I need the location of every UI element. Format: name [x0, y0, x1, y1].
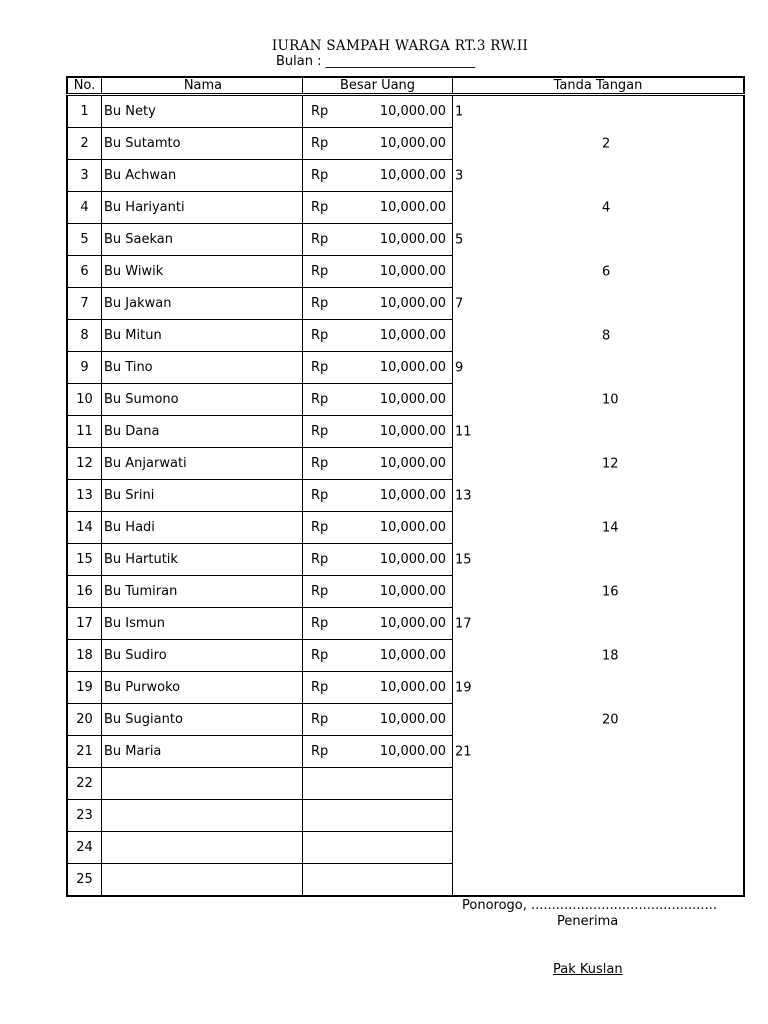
table-row: [67, 480, 744, 512]
row-number: 18: [67, 640, 102, 672]
row-currency: Rp: [303, 128, 347, 160]
row-signature-cell: [453, 352, 745, 384]
row-currency: [303, 800, 347, 832]
receiver-name: Pak Kuslan: [553, 962, 623, 977]
signature-slot-number: 14: [602, 520, 619, 535]
row-number: 21: [67, 736, 102, 768]
row-currency: Rp: [303, 576, 347, 608]
row-number: 11: [67, 416, 102, 448]
row-number: 16: [67, 576, 102, 608]
row-amount: 10,000.00: [346, 448, 453, 480]
row-signature-cell: [453, 640, 745, 672]
table-row: [67, 864, 744, 897]
row-currency: Rp: [303, 512, 347, 544]
signature-slot-number: 5: [455, 232, 464, 247]
row-name: Bu Hariyanti: [102, 192, 303, 224]
row-currency: Rp: [303, 704, 347, 736]
row-signature-cell: [453, 320, 745, 352]
row-currency: Rp: [303, 448, 347, 480]
signature-slot-number: 3: [455, 168, 464, 183]
signature-slot-number: 6: [602, 264, 611, 279]
row-name: Bu Anjarwati: [102, 448, 303, 480]
signature-slot-number: 15: [455, 552, 472, 567]
row-currency: [303, 768, 347, 800]
row-amount: 10,000.00: [346, 704, 453, 736]
row-currency: [303, 832, 347, 864]
row-amount: 10,000.00: [346, 512, 453, 544]
row-currency: Rp: [303, 672, 347, 704]
row-number: 2: [67, 128, 102, 160]
row-name: [102, 832, 303, 864]
row-number: 8: [67, 320, 102, 352]
row-signature-cell: [453, 608, 745, 640]
row-signature-cell: [453, 704, 745, 736]
row-amount: 10,000.00: [346, 320, 453, 352]
signature-slot-number: 1: [455, 104, 464, 120]
row-amount: [346, 768, 453, 800]
table-row: [67, 576, 744, 608]
row-currency: Rp: [303, 544, 347, 576]
row-name: [102, 768, 303, 800]
row-amount: 10,000.00: [346, 576, 453, 608]
row-currency: Rp: [303, 416, 347, 448]
row-name: Bu Sugianto: [102, 704, 303, 736]
row-name: Bu Mitun: [102, 320, 303, 352]
signature-slot-number: 7: [455, 296, 464, 311]
table-row: [67, 448, 744, 480]
row-signature-cell: [453, 256, 745, 288]
signature-slot-number: 10: [602, 392, 619, 407]
row-number: 13: [67, 480, 102, 512]
table-row: [67, 320, 744, 352]
table-row: [67, 160, 744, 192]
row-amount: 10,000.00: [346, 224, 453, 256]
signature-slot-number: 9: [455, 360, 464, 375]
row-currency: Rp: [303, 95, 347, 128]
row-signature-cell: [453, 192, 745, 224]
row-amount: [346, 800, 453, 832]
row-amount: [346, 832, 453, 864]
row-amount: 10,000.00: [346, 384, 453, 416]
row-name: Bu Saekan: [102, 224, 303, 256]
row-name: Bu Dana: [102, 416, 303, 448]
row-amount: 10,000.00: [346, 608, 453, 640]
table-row: [67, 95, 744, 128]
header-tanda-tangan: Tanda Tangan: [453, 77, 745, 95]
row-currency: Rp: [303, 736, 347, 768]
row-amount: 10,000.00: [346, 736, 453, 768]
row-amount: 10,000.00: [346, 256, 453, 288]
receiver-label: Penerima: [557, 914, 619, 929]
row-number: 9: [67, 352, 102, 384]
table-row: [67, 832, 744, 864]
table-row: [67, 768, 744, 800]
table-row: [67, 416, 744, 448]
signature-slot-number: 20: [602, 712, 619, 727]
row-name: Bu Jakwan: [102, 288, 303, 320]
signature-slot-number: 11: [455, 424, 472, 439]
row-name: Bu Ismun: [102, 608, 303, 640]
row-signature-cell: [453, 480, 745, 512]
signature-slot-number: 4: [602, 200, 611, 215]
payment-table: [66, 76, 745, 897]
row-name: Bu Sudiro: [102, 640, 303, 672]
row-number: 24: [67, 832, 102, 864]
row-number: 23: [67, 800, 102, 832]
row-amount: 10,000.00: [346, 192, 453, 224]
row-number: 10: [67, 384, 102, 416]
table-row: [67, 736, 744, 768]
row-amount: 10,000.00: [346, 95, 453, 128]
row-signature-cell: [453, 160, 745, 192]
row-amount: 10,000.00: [346, 160, 453, 192]
table-row: [67, 672, 744, 704]
header-no: No.: [67, 77, 102, 95]
signature-slot-number: 19: [455, 680, 472, 695]
row-signature-cell: [453, 832, 745, 864]
row-signature-cell: [453, 416, 745, 448]
row-amount: 10,000.00: [346, 128, 453, 160]
place-date-line: Ponorogo, .............................................: [462, 898, 717, 913]
table-row: [67, 288, 744, 320]
row-currency: Rp: [303, 352, 347, 384]
table-row: [67, 224, 744, 256]
row-signature-cell: [453, 288, 745, 320]
row-currency: Rp: [303, 224, 347, 256]
document-title: IURAN SAMPAH WARGA RT.3 RW.II: [271, 38, 529, 54]
table-row: [67, 384, 744, 416]
row-signature-cell: [453, 864, 745, 897]
table-body: [67, 95, 744, 897]
signature-slot-number: 16: [602, 584, 619, 599]
row-currency: Rp: [303, 480, 347, 512]
row-signature-cell: [453, 512, 745, 544]
row-amount: [346, 864, 453, 897]
row-signature-cell: [453, 800, 745, 832]
row-number: 17: [67, 608, 102, 640]
row-name: Bu Purwoko: [102, 672, 303, 704]
row-name: Bu Srini: [102, 480, 303, 512]
row-currency: Rp: [303, 608, 347, 640]
row-signature-cell: [453, 768, 745, 800]
row-signature-cell: [453, 95, 745, 128]
table-row: [67, 640, 744, 672]
row-name: Bu Tumiran: [102, 576, 303, 608]
row-currency: [303, 864, 347, 897]
row-amount: 10,000.00: [346, 544, 453, 576]
table-row: [67, 128, 744, 160]
row-signature-cell: [453, 384, 745, 416]
row-signature-cell: [453, 576, 745, 608]
row-amount: 10,000.00: [346, 352, 453, 384]
row-amount: 10,000.00: [346, 640, 453, 672]
row-currency: Rp: [303, 288, 347, 320]
row-signature-cell: [453, 736, 745, 768]
row-name: Bu Sutamto: [102, 128, 303, 160]
row-name: Bu Maria: [102, 736, 303, 768]
row-name: Bu Tino: [102, 352, 303, 384]
row-currency: Rp: [303, 384, 347, 416]
row-amount: 10,000.00: [346, 480, 453, 512]
table-row: [67, 192, 744, 224]
table-row: [67, 704, 744, 736]
row-signature-cell: [453, 672, 745, 704]
row-currency: Rp: [303, 160, 347, 192]
row-name: Bu Sumono: [102, 384, 303, 416]
row-number: 12: [67, 448, 102, 480]
table-row: [67, 352, 744, 384]
row-currency: Rp: [303, 256, 347, 288]
row-number: 1: [67, 95, 102, 128]
row-number: 3: [67, 160, 102, 192]
row-signature-cell: [453, 544, 745, 576]
row-number: 5: [67, 224, 102, 256]
table-row: [67, 512, 744, 544]
row-name: Bu Wiwik: [102, 256, 303, 288]
row-number: 19: [67, 672, 102, 704]
month-field-label: Bulan : _______________________: [276, 54, 476, 69]
table-row: [67, 608, 744, 640]
signature-slot-number: 13: [455, 488, 472, 503]
row-number: 6: [67, 256, 102, 288]
header-besar-uang: Besar Uang: [303, 77, 453, 95]
signature-slot-number: 12: [602, 456, 619, 471]
row-currency: Rp: [303, 192, 347, 224]
row-signature-cell: [453, 224, 745, 256]
row-number: 14: [67, 512, 102, 544]
row-name: [102, 864, 303, 897]
row-signature-cell: [453, 448, 745, 480]
table-row: [67, 800, 744, 832]
row-amount: 10,000.00: [346, 416, 453, 448]
row-signature-cell: [453, 128, 745, 160]
header-nama: Nama: [102, 77, 303, 95]
signature-slot-number: 21: [455, 744, 472, 759]
signature-slot-number: 2: [602, 136, 611, 151]
row-name: [102, 800, 303, 832]
row-number: 20: [67, 704, 102, 736]
row-currency: Rp: [303, 320, 347, 352]
signature-slot-number: 17: [455, 616, 472, 631]
table-row: [67, 256, 744, 288]
row-name: Bu Achwan: [102, 160, 303, 192]
row-number: 22: [67, 768, 102, 800]
row-number: 4: [67, 192, 102, 224]
row-number: 25: [67, 864, 102, 897]
row-number: 7: [67, 288, 102, 320]
row-currency: Rp: [303, 640, 347, 672]
row-amount: 10,000.00: [346, 672, 453, 704]
signature-slot-number: 18: [602, 648, 619, 663]
row-name: Bu Hadi: [102, 512, 303, 544]
row-name: Bu Hartutik: [102, 544, 303, 576]
row-number: 15: [67, 544, 102, 576]
row-amount: 10,000.00: [346, 288, 453, 320]
table-row: [67, 544, 744, 576]
table-header-row: [67, 77, 744, 95]
row-name: Bu Nety: [102, 95, 303, 128]
signature-slot-number: 8: [602, 328, 611, 343]
